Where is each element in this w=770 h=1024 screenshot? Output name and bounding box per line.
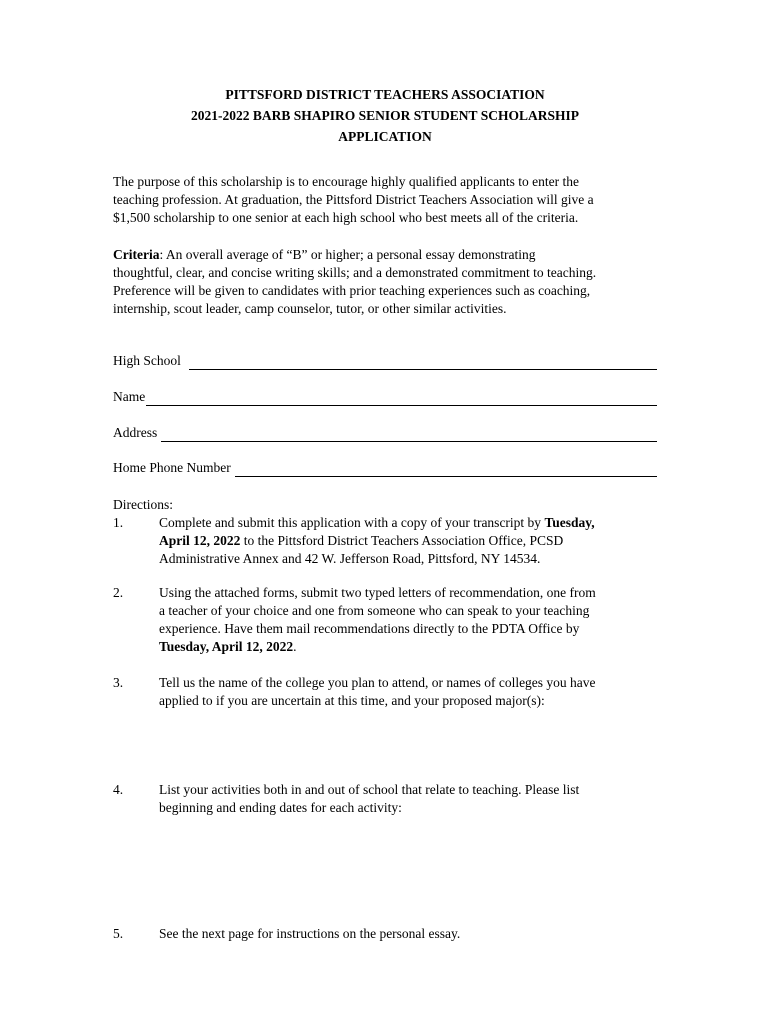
title-line-association: PITTSFORD DISTRICT TEACHERS ASSOCIATION <box>225 87 545 102</box>
high-school-label: High School <box>113 353 181 368</box>
direction-line: Tell us the name of the college you plan to attend, or names of colleges you have <box>159 675 596 690</box>
high-school-input-line[interactable] <box>189 356 657 370</box>
title-line-application: APPLICATION <box>338 129 432 144</box>
direction-line: applied to if you are uncertain at this time, and your proposed major(s): <box>159 693 545 708</box>
criteria-label: Criteria <box>113 247 160 262</box>
direction-number: 5. <box>113 926 124 941</box>
direction-line <box>159 514 595 532</box>
direction-text <box>159 514 595 568</box>
criteria-line <box>113 246 658 264</box>
deadline-date: Tuesday, April 12, 2022 <box>159 639 294 654</box>
document-title <box>0 84 770 147</box>
purpose-line: The purpose of this scholarship is to encourage highly qualified applicants to enter the <box>113 174 580 189</box>
purpose-line: teaching profession. At graduation, the Pittsford District Teachers Association will give a <box>113 192 594 207</box>
direction-line <box>159 532 595 550</box>
address-label: Address <box>113 425 158 440</box>
title-line-scholarship: 2021-2022 BARB SHAPIRO SENIOR STUDENT SCHOLARSHIP <box>191 108 579 123</box>
address-field[interactable] <box>113 424 657 442</box>
criteria-text: : An overall average of “B” or higher; a personal essay demonstrating <box>159 247 536 262</box>
direction-segment: to the Pittsford District Teachers Association Office, PCSD <box>240 533 564 548</box>
name-input-line[interactable] <box>146 392 657 406</box>
name-field[interactable] <box>113 388 657 406</box>
direction-text <box>159 925 460 943</box>
high-school-field[interactable] <box>113 352 657 370</box>
direction-line <box>159 638 596 656</box>
direction-number: 4. <box>113 782 124 797</box>
criteria-line: thoughtful, clear, and concise writing skills; and a demonstrated commitment to teaching. <box>113 265 597 280</box>
direction-line: beginning and ending dates for each activity: <box>159 800 402 815</box>
direction-line: a teacher of your choice and one from someone who can speak to your teaching <box>159 603 590 618</box>
direction-line: Administrative Annex and 42 W. Jefferson Road, Pittsford, NY 14534. <box>159 551 541 566</box>
direction-line: experience. Have them mail recommendations directly to the PDTA Office by <box>159 621 580 636</box>
purpose-line: $1,500 scholarship to one senior at each high school who best meets all of the criteria. <box>113 210 579 225</box>
direction-line: List your activities both in and out of school that relate to teaching. Please list <box>159 782 580 797</box>
direction-segment: . <box>293 639 297 654</box>
direction-text <box>159 781 579 817</box>
criteria-line: Preference will be given to candidates with prior teaching experiences such as coaching, <box>113 283 591 298</box>
deadline-day: Tuesday, <box>544 515 595 530</box>
address-input-line[interactable] <box>161 428 657 442</box>
name-label: Name <box>113 389 146 404</box>
direction-text <box>159 584 596 656</box>
deadline-date: April 12, 2022 <box>159 533 241 548</box>
home-phone-input-line[interactable] <box>235 463 657 477</box>
direction-line: See the next page for instructions on the personal essay. <box>159 926 461 941</box>
direction-text <box>159 674 596 710</box>
criteria-paragraph <box>113 246 658 318</box>
criteria-line: internship, scout leader, camp counselor, tutor, or other similar activities. <box>113 301 507 316</box>
direction-segment: Complete and submit this application with a copy of your transcript by <box>159 515 545 530</box>
purpose-paragraph <box>113 173 658 227</box>
direction-number: 2. <box>113 585 124 600</box>
directions-heading: Directions: <box>113 497 173 512</box>
home-phone-field[interactable] <box>113 459 657 477</box>
direction-number: 1. <box>113 515 124 530</box>
direction-number: 3. <box>113 675 124 690</box>
home-phone-label: Home Phone Number <box>113 460 231 475</box>
direction-line: Using the attached forms, submit two typed letters of recommendation, one from <box>159 585 596 600</box>
